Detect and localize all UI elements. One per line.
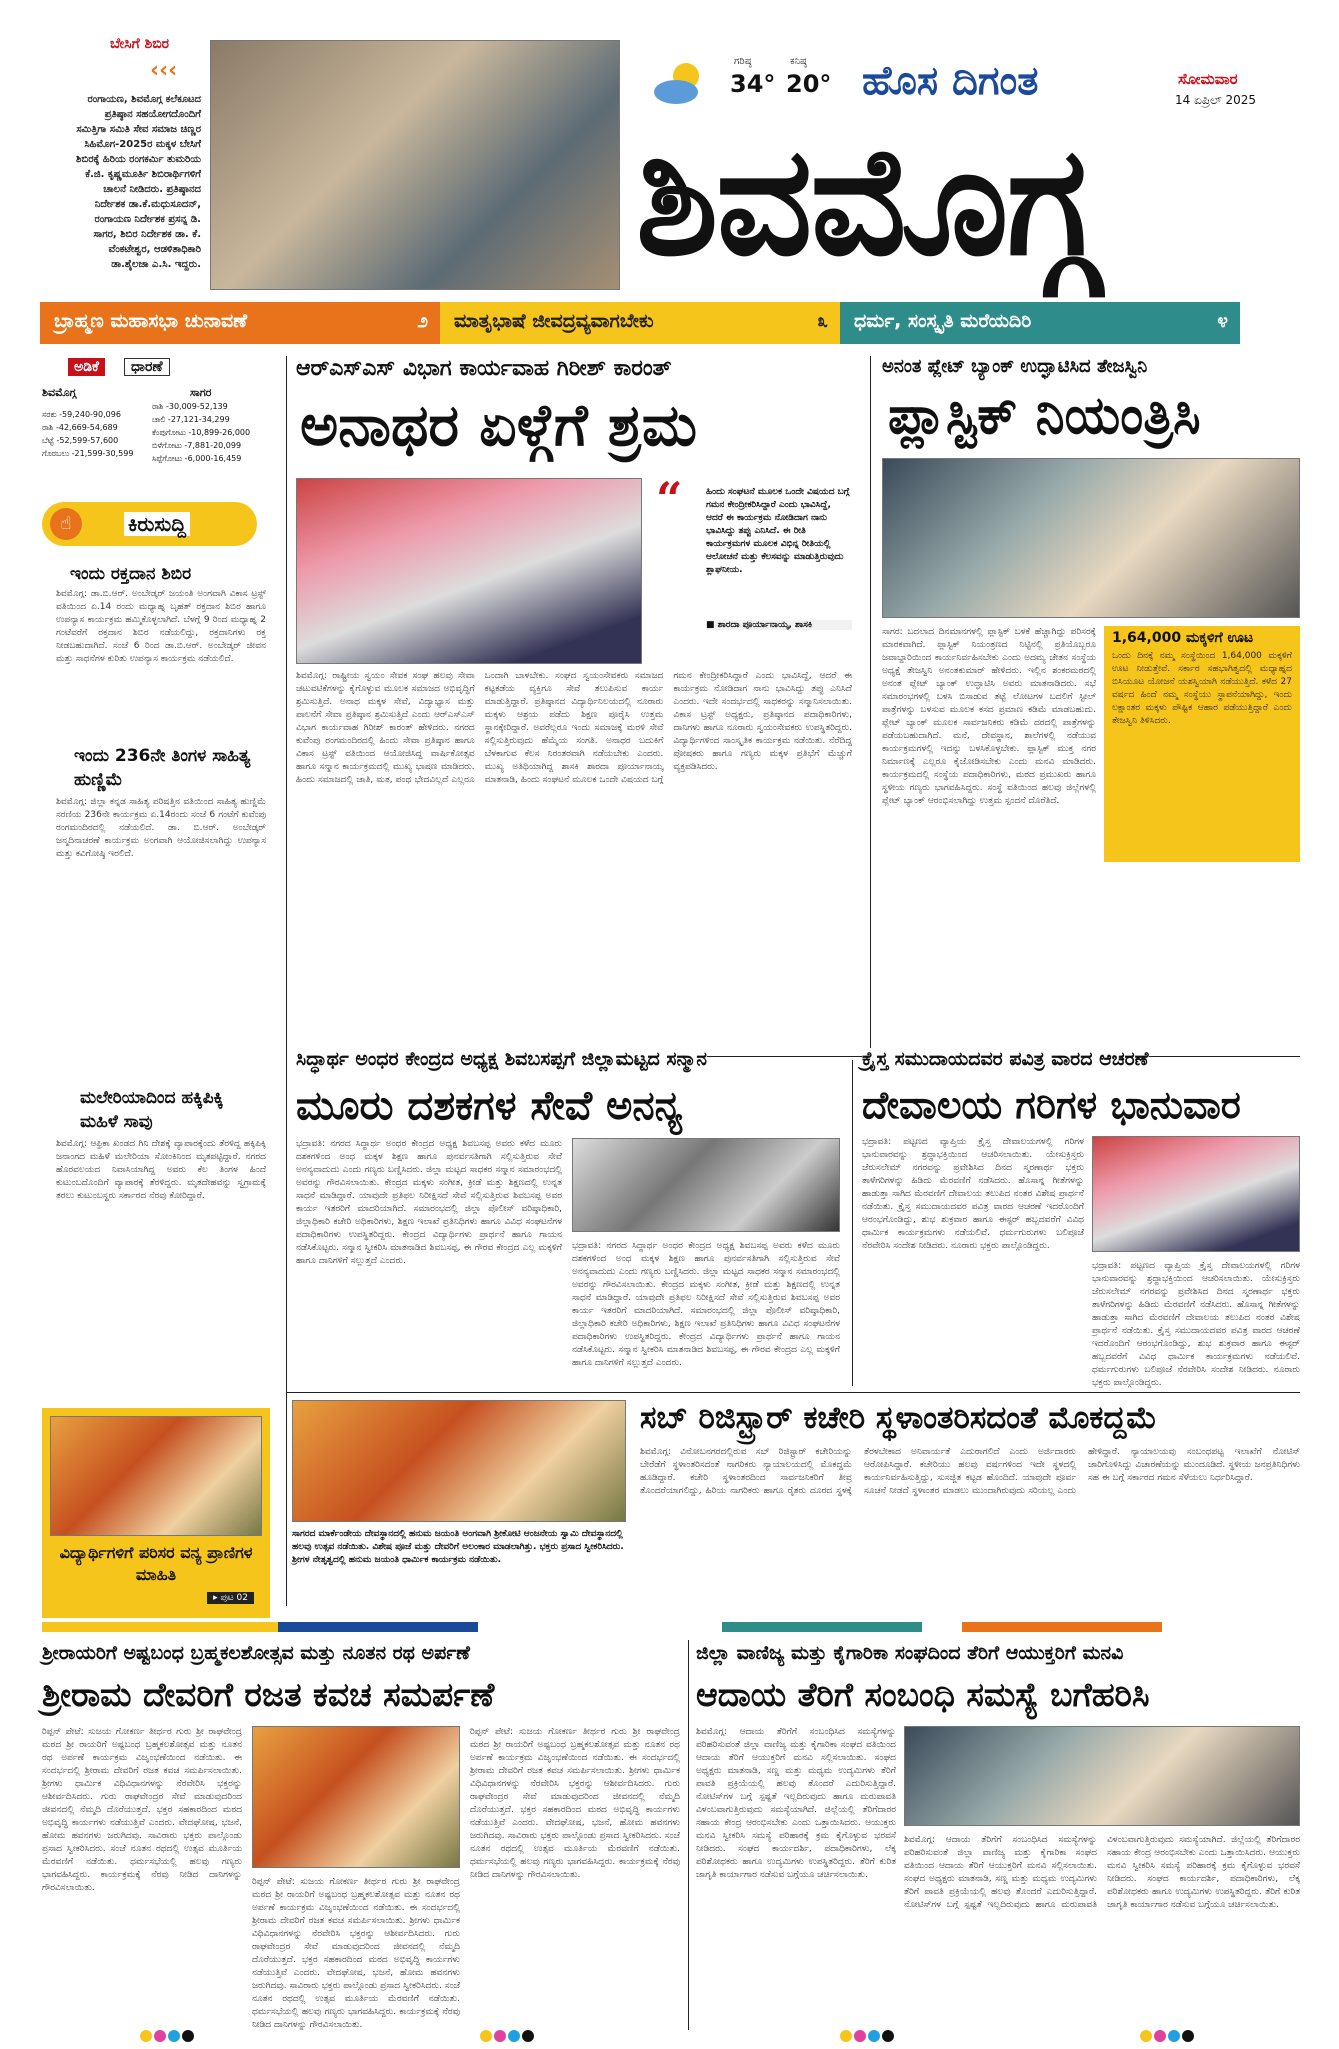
srirama-kicker: ಶ್ರೀರಾಯರಿಗೆ ಅಷ್ಟಬಂಧ ಬ್ರಹ್ಮಕಲಶೋತ್ಸವ ಮತ್ತು ನೂತನ ರಥ ಅರ್ಪಣೆ	[42, 1642, 470, 1664]
register-headline: ಸಬ್ ರಿಜಿಸ್ಟ್ರಾರ್ ಕಚೇರಿ ಸ್ಥಳಾಂತರಿಸದಂತೆ ಮೊಕದ್ದಮೆ	[640, 1400, 1157, 1436]
strip-label: ಮಾತೃಭಾಷೆ ಜೀವದ್ರವ್ಯವಾಗಬೇಕು	[454, 310, 654, 332]
strip	[40, 302, 1299, 344]
plastic-box	[1104, 626, 1300, 862]
weather-min: 20°	[786, 70, 832, 98]
plastic-body: ಸಾಗರ: ಬದಲಾದ ದಿನಮಾನಗಳಲ್ಲಿ ಪ್ಲಾಸ್ಟಿಕ್ ಬಳಕೆ ಹೆಚ್ಚಾಗಿದ್ದು ಪರಿಸರಕ್ಕೆ ಮಾರಕವಾಗಿದೆ. ಪ್ಲಾಸ್ಟಿಕ್ ನಿಯಂತ್ರಣದ ನಿಟ್ಟಿನಲ್ಲಿ ಪ್ರತಿಯೊಬ್ಬರೂ ಜವಾಬ್ದಾರಿಯಿಂದ ಕಾರ್ಯನಿರ್ವಹಿಸಬೇಕು ಎಂದು ಅದಮ್ಯ ಚೇತನ ಸಂಸ್ಥೆಯ ಅಧ್ಯಕ್ಷೆ ತೇಜಸ್ವಿನಿ ಅನಂತಕುಮಾರ್ ಹೇಳಿದರು. ಇಲ್ಲಿನ ಶಂಕರಮಠದಲ್ಲಿ ಅನಂತ ಪ್ಲೇಟ್ ಬ್ಯಾಂಕ್ ಉದ್ಘಾಟಿಸಿ ಅವರು ಮಾತನಾಡಿದರು. ಸಭೆ ಸಮಾರಂಭಗಳಲ್ಲಿ ಬಳಸಿ ಬಿಸಾಡುವ ತಟ್ಟೆ ಲೋಟಗಳ ಬದಲಿಗೆ ಸ್ಟೀಲ್ ಪಾತ್ರೆಗಳನ್ನು ಬಳಸುವ ಮೂಲಕ ಕಸದ ಪ್ರಮಾಣ ಕಡಿಮೆ ಮಾಡಬಹುದು. ಪ್ಲೇಟ್ ಬ್ಯಾಂಕ್ ಮೂಲಕ ಸಾರ್ವಜನಿಕರು ಕಡಿಮೆ ದರದಲ್ಲಿ ಪಾತ್ರೆಗಳನ್ನು ಪಡೆಯಬಹುದಾಗಿದೆ. ಮನೆ, ದೇವಸ್ಥಾನ, ಶಾಲೆಗಳಲ್ಲಿ ನಡೆಯುವ ಕಾರ್ಯಕ್ರಮಗಳಲ್ಲಿ ಇದನ್ನು ಬಳಸಿಕೊಳ್ಳಬೇಕು. ಪ್ಲಾಸ್ಟಿಕ್ ಮುಕ್ತ ನಗರ ನಿರ್ಮಾಣಕ್ಕೆ ಎಲ್ಲರೂ ಕೈಜೋಡಿಸಬೇಕು ಎಂದು ಮನವಿ ಮಾಡಿದರು. ಕಾರ್ಯಕ್ರಮದಲ್ಲಿ ಸಂಸ್ಥೆಯ ಪದಾಧಿಕಾರಿಗಳು, ಮಠದ ಪ್ರಮುಖರು ಹಾಗೂ ಸ್ಥಳೀಯ ಗಣ್ಯರು ಭಾಗವಹಿಸಿದ್ದರು. ಸಂಸ್ಥೆ ವತಿಯಿಂದ ಹಲವು ಜಿಲ್ಲೆಗಳಲ್ಲಿ ಪ್ಲೇಟ್ ಬ್ಯಾಂಕ್ ಆರಂಭಿಸಲಾಗಿದ್ದು ಉತ್ತಮ ಸ್ಪಂದನೆ ದೊರೆತಿದೆ.	[882, 627, 1096, 806]
masthead-caption: ರಂಗಾಯಣ, ಶಿವಮೊಗ್ಗ ಕಲೆಕೂಟದ ಪ್ರತಿಷ್ಠಾನ ಸಹಯೋಗದೊಂದಿಗೆ ಸಮಿತ್ತಿಗಾ ಸಮಿತಿ ಸೇವ ಸಮಾಜ ಚಿಣ್ಣರ ಸಿಹಿಮೊಗ-2025ರ ಮಕ್ಕಳ ಬೇಸಿಗೆ ಶಿಬಿರಕ್ಕೆ ಹಿರಿಯ ರಂಗಕರ್ಮಿ ತುಮರಿಯ ಕೆ.ಜಿ. ಕೃಷ್ಣಮೂರ್ತಿ ಶಿಬಿರಾರ್ಥಿಗಳಿಗೆ ಚಾಲನೆ ನೀಡಿದರು. ಪ್ರತಿಷ್ಠಾನದ ನಿರ್ದೇಶಕ ಡಾ.ಕೆ.ಮಧುಸೂದನ್, ರಂಗಾಯಣ ನಿರ್ದೇಶಕ ಪ್ರಸನ್ನ ಡಿ. ಸಾಗರ, ಶಿಬಿರ ನಿರ್ದೇಶಕ ಡಾ. ಕೆ. ವೆಂಕಟೇಶ್ವರ, ಆಡಳಿತಾಧಿಕಾರಿ ಡಾ.ಶೈಲಜಾ ಎ.ಸಿ. ಇದ್ದರು.	[76, 94, 201, 270]
registration-marks	[140, 2030, 1200, 2044]
arecanut-row: ಬೆಟ್ಟೆ -52,599-57,600	[42, 436, 119, 445]
plastic-kicker: ಅನಂತ ಪ್ಲೇಟ್ ಬ್ಯಾಂಕ್ ಉದ್ಘಾಟಿಸಿದ ತೇಜಸ್ವಿನಿ	[882, 356, 1148, 377]
weather-max-label: ಗರಿಷ್ಠ	[734, 56, 752, 67]
hanuma-photo	[292, 1400, 626, 1522]
weather-min-label: ಕನಿಷ್ಠ	[790, 56, 807, 67]
anand-body-2: ಭದ್ರಾವತಿ: ನಗರದ ಸಿದ್ಧಾರ್ಥ ಅಂಧರ ಕೇಂದ್ರದ ಅಧ್ಯಕ್ಷ ಶಿವಬಸಪ್ಪ ಅವರು ಕಳೆದ ಮೂರು ದಶಕಗಳಿಂದ ಅಂಧ ಮಕ್ಕಳ ಶಿಕ್ಷಣ ಹಾಗೂ ಪುನರ್ವಸತಿಗಾಗಿ ಸಲ್ಲಿಸುತ್ತಿರುವ ಸೇವೆ ಅನನ್ಯವಾದುದು ಎಂದು ಗಣ್ಯರು ಬಣ್ಣಿಸಿದರು. ಜಿಲ್ಲಾ ಮಟ್ಟದ ಸಾಧಕರ ಸನ್ಮಾನ ಸಮಾರಂಭದಲ್ಲಿ ಅವರನ್ನು ಗೌರವಿಸಲಾಯಿತು. ಕೇಂದ್ರದ ಮಕ್ಕಳು ಸಂಗೀತ, ಕ್ರೀಡೆ ಮತ್ತು ಶಿಕ್ಷಣದಲ್ಲಿ ಉನ್ನತ ಸಾಧನೆ ಮಾಡಿದ್ದಾರೆ. ಯಾವುದೇ ಪ್ರತಿಫಲ ನಿರೀಕ್ಷಿಸದೆ ಸೇವೆ ಸಲ್ಲಿಸುತ್ತಿರುವ ಶಿವಬಸಪ್ಪ ಅವರ ಕಾರ್ಯ ಇತರರಿಗೆ ಮಾದರಿಯಾಗಿದೆ. ಸಮಾರಂಭದಲ್ಲಿ ಜಿಲ್ಲಾ ಪೊಲೀಸ್ ವರಿಷ್ಠಾಧಿಕಾರಿ, ಜಿಲ್ಲಾಧಿಕಾರಿ ಕಚೇರಿ ಅಧಿಕಾರಿಗಳು, ಶಿಕ್ಷಣ ಇಲಾಖೆ ಪ್ರತಿನಿಧಿಗಳು ಹಾಗೂ ವಿವಿಧ ಸಂಘಟನೆಗಳ ಪದಾಧಿಕಾರಿಗಳು ಉಪಸ್ಥಿತರಿದ್ದರು. ಕೇಂದ್ರದ ವಿದ್ಯಾರ್ಥಿಗಳು ಪ್ರಾರ್ಥನೆ ಹಾಗೂ ಗಾಯನ ನಡೆಸಿಕೊಟ್ಟರು. ಸನ್ಮಾನ ಸ್ವೀಕರಿಸಿ ಮಾತನಾಡಿದ ಶಿವಬಸಪ್ಪ, ಈ ಗೌರವ ಕೇಂದ್ರದ ಎಲ್ಲ ಮಕ್ಕಳಿಗೆ ಹಾಗೂ ದಾನಿಗಳಿಗೆ ಸಲ್ಲುತ್ತದೆ ಎಂದರು.	[572, 1241, 840, 1368]
anand-photo	[572, 1138, 840, 1232]
register-body: ಶಿವಮೊಗ್ಗ: ವಿನೋಬನಗರದಲ್ಲಿರುವ ಸಬ್ ರಿಜಿಸ್ಟ್ರಾರ್ ಕಚೇರಿಯನ್ನು ಬೇರೆಡೆಗೆ ಸ್ಥಳಾಂತರಿಸದಂತೆ ನಾಗರಿಕರು ನ್ಯಾಯಾಲಯದಲ್ಲಿ ಮೊಕದ್ದಮೆ ಹೂಡಿದ್ದಾರೆ. ಕಚೇರಿ ಸ್ಥಳಾಂತರದಿಂದ ಸಾರ್ವಜನಿಕರಿಗೆ ತೀವ್ರ ತೊಂದರೆಯಾಗಲಿದ್ದು, ಹಿರಿಯ ನಾಗರಿಕರು ಹಾಗೂ ರೈತರು ದೂರದ ಸ್ಥಳಕ್ಕೆ ತೆರಳಬೇಕಾದ ಅನಿವಾರ್ಯತೆ ಎದುರಾಗಲಿದೆ ಎಂದು ಅರ್ಜಿದಾರರು ಆರೋಪಿಸಿದ್ದಾರೆ. ಕಚೇರಿಯು ಹಲವು ವರ್ಷಗಳಿಂದ ಇದೇ ಸ್ಥಳದಲ್ಲಿ ಕಾರ್ಯನಿರ್ವಹಿಸುತ್ತಿದ್ದು, ಸುಸಜ್ಜಿತ ಕಟ್ಟಡ ಹೊಂದಿದೆ. ಯಾವುದೇ ಪೂರ್ವ ಸೂಚನೆ ನೀಡದೆ ಸ್ಥಳಾಂತರ ಮಾಡಲು ಮುಂದಾಗಿರುವುದು ಸರಿಯಲ್ಲ ಎಂದು ಹೇಳಿದ್ದಾರೆ. ನ್ಯಾಯಾಲಯವು ಸಂಬಂಧಪಟ್ಟ ಇಲಾಖೆಗೆ ನೋಟಿಸ್ ಜಾರಿಗೊಳಿಸಿದ್ದು ವಿಚಾರಣೆಯನ್ನು ಮುಂದೂಡಿದೆ. ಸ್ಥಳೀಯ ಜನಪ್ರತಿನಿಧಿಗಳು ಸಹ ಈ ಬಗ್ಗೆ ಸರ್ಕಾರದ ಗಮನ ಸೆಳೆಯಲು ನಿರ್ಧರಿಸಿದ್ದಾರೆ.	[640, 1447, 1300, 1496]
arecanut-row: ಗೊರಬಲು -21,599-30,599	[42, 449, 134, 458]
students-photo	[50, 1416, 262, 1536]
divider	[852, 1060, 853, 1386]
plastic-photo	[882, 458, 1300, 618]
tax-kicker: ಜಿಲ್ಲಾ ವಾಣಿಜ್ಯ ಮತ್ತು ಕೈಗಾರಿಕಾ ಸಂಘದಿಂದ ತೆರಿಗೆ ಆಯುಕ್ತರಿಗೆ ಮನವಿ	[696, 1642, 1124, 1664]
plastic-box-title: 1,64,000 ಮಕ್ಕಳಿಗೆ ಊಟ	[1112, 630, 1254, 646]
arecanut-city2: ಸಾಗರ	[190, 386, 212, 399]
srirama-headline: ಶ್ರೀರಾಮ ದೇವರಿಗೆ ರಜತ ಕವಚ ಸಮರ್ಪಣೆ	[42, 1675, 495, 1714]
hanuma-caption: ಸಾಗರದ ಮಾರ್ಕೆಂಡೇಯ ದೇವಸ್ಥಾನದಲ್ಲಿ ಹನುಮ ಜಯಂತಿ ಅಂಗವಾಗಿ ಶ್ರೀಕೋಟಿ ಆಂಜನೇಯ ಸ್ವಾಮಿ ದೇವಸ್ಥಾನದಲ್ಲಿ ಹಲವು ಉತ್ಸವ ನಡೆಯಿತು. ವಿಶೇಷ ಪೂಜೆ ಮತ್ತು ದೇವರಿಗೆ ಅಲಂಕಾರ ಮಾಡಲಾಗಿತ್ತು. ಭಕ್ತರು ಪ್ರಸಾದ ಸ್ವೀಕರಿಸಿದರು. ಶ್ರೀಗಳ ನೇತೃತ್ವದಲ್ಲಿ ಹನುಮ ಜಯಂತಿ ಧಾರ್ಮಿಕ ಕಾರ್ಯಕ್ರಮ ನಡೆಯಿತು.	[292, 1529, 624, 1565]
arecanut-row: ಸಿಪ್ಪೆಗೋಟು -6,000-16,459	[152, 454, 242, 463]
lead-quote-by: ■ ಶಾರದಾ ಪೂರ್ಯಾನಾಯ್ಕ, ಶಾಸಕಿ	[706, 620, 852, 630]
srirama-body: ರಿಪ್ಪನ್ ಪೇಟೆ: ಸುಜಯ ಗೋಕರ್ಣ ತೀರ್ಥರ ಗುರು ಶ್ರೀ ರಾಘವೇಂದ್ರ ಮಠದ ಶ್ರೀ ರಾಯರಿಗೆ ಅಷ್ಟಬಂಧ ಬ್ರಹ್ಮಕಲಶೋತ್ಸವ ಮತ್ತು ನೂತನ ರಥ ಅರ್ಪಣೆ ಕಾರ್ಯಕ್ರಮ ವಿಜೃಂಭಣೆಯಿಂದ ನಡೆಯಿತು. ಈ ಸಂದರ್ಭದಲ್ಲಿ ಶ್ರೀರಾಮ ದೇವರಿಗೆ ರಜತ ಕವಚ ಸಮರ್ಪಿಸಲಾಯಿತು. ಶ್ರೀಗಳು ಧಾರ್ಮಿಕ ವಿಧಿವಿಧಾನಗಳನ್ನು ನೆರವೇರಿಸಿ ಭಕ್ತರನ್ನು ಆಶೀರ್ವದಿಸಿದರು. ಗುರು ರಾಘವೇಂದ್ರರ ಸೇವೆ ಮಾಡುವುದರಿಂದ ಜೀವನದಲ್ಲಿ ನೆಮ್ಮದಿ ದೊರೆಯುತ್ತದೆ. ಭಕ್ತರ ಸಹಕಾರದಿಂದ ಮಠದ ಅಭಿವೃದ್ಧಿ ಕಾರ್ಯಗಳು ನಡೆಯುತ್ತಿವೆ ಎಂದರು. ವೇದಘೋಷ, ಭಜನೆ, ಹೋಮ ಹವನಗಳು ಜರುಗಿದವು. ಸಾವಿರಾರು ಭಕ್ತರು ಪಾಲ್ಗೊಂಡು ಪ್ರಸಾದ ಸ್ವೀಕರಿಸಿದರು. ಸಂಜೆ ನೂತನ ರಥದಲ್ಲಿ ಉತ್ಸವ ಮೂರ್ತಿಯ ಮೆರವಣಿಗೆ ನಡೆಯಿತು. ಧರ್ಮಸಭೆಯಲ್ಲಿ ಹಲವು ಗಣ್ಯರು ಭಾಗವಹಿಸಿದ್ದರು. ಕಾರ್ಯಕ್ರಮಕ್ಕೆ ನೆರವು ನೀಡಿದ ದಾನಿಗಳನ್ನು ಗೌರವಿಸಲಾಯಿತು.	[42, 1727, 242, 1893]
city-title: ಶಿವಮೊಗ್ಗ	[636, 115, 1095, 289]
arecanut-row: ರಾಶಿ -30,009-52,139	[152, 402, 228, 411]
color-band	[42, 1622, 1300, 1632]
lead-photo	[296, 478, 642, 664]
students-caption: ವಿದ್ಯಾರ್ಥಿಗಳಿಗೆ ಪರಿಸರ ವನ್ಯ ಪ್ರಾಣಿಗಳ ಮಾಹಿತಿ	[59, 1543, 253, 1584]
tax-body-2: ಶಿವಮೊಗ್ಗ: ಆದಾಯ ತೆರಿಗೆಗೆ ಸಂಬಂಧಿಸಿದ ಸಮಸ್ಯೆಗಳನ್ನು ಪರಿಹರಿಸುವಂತೆ ಜಿಲ್ಲಾ ವಾಣಿಜ್ಯ ಮತ್ತು ಕೈಗಾರಿಕಾ ಸಂಘದ ವತಿಯಿಂದ ಆದಾಯ ತೆರಿಗೆ ಆಯುಕ್ತರಿಗೆ ಮನವಿ ಸಲ್ಲಿಸಲಾಯಿತು. ಸಂಘದ ಅಧ್ಯಕ್ಷರು ಮಾತನಾಡಿ, ಸಣ್ಣ ಮತ್ತು ಮಧ್ಯಮ ಉದ್ಯಮಿಗಳು ತೆರಿಗೆ ಪಾವತಿ ಪ್ರಕ್ರಿಯೆಯಲ್ಲಿ ಹಲವು ತೊಂದರೆ ಎದುರಿಸುತ್ತಿದ್ದಾರೆ. ನೋಟಿಸ್‌ಗಳ ಬಗ್ಗೆ ಸ್ಪಷ್ಟತೆ ಇಲ್ಲದಿರುವುದು ಹಾಗೂ ಮರುಪಾವತಿ ವಿಳಂಬವಾಗುತ್ತಿರುವುದು ಸಮಸ್ಯೆಯಾಗಿದೆ. ಜಿಲ್ಲೆಯಲ್ಲಿ ತೆರಿಗೆದಾರರ ಸಹಾಯ ಕೇಂದ್ರ ಆರಂಭಿಸಬೇಕು ಎಂದು ಒತ್ತಾಯಿಸಿದರು. ಆಯುಕ್ತರು ಮನವಿ ಸ್ವೀಕರಿಸಿ ಸಮಸ್ಯೆ ಪರಿಹಾರಕ್ಕೆ ಕ್ರಮ ಕೈಗೊಳ್ಳುವ ಭರವಸೆ ನೀಡಿದರು. ಸಂಘದ ಕಾರ್ಯದರ್ಶಿ, ಪದಾಧಿಕಾರಿಗಳು, ಲೆಕ್ಕ ಪರಿಶೋಧಕರು ಹಾಗೂ ಉದ್ಯಮಿಗಳು ಉಪಸ್ಥಿತರಿದ್ದರು. ತೆರಿಗೆ ಕುರಿತ ಜಾಗೃತಿ ಕಾರ್ಯಾಗಾರ ನಡೆಸುವ ಬಗ್ಗೆಯೂ ಚರ್ಚಿಸಲಾಯಿತು.	[904, 1835, 1300, 1910]
church-photo	[1092, 1136, 1300, 1252]
arecanut-row: ಚಾಲಿ -27,121-34,299	[152, 415, 230, 424]
kiru-title: ಇಂದು 236ನೇ ತಿಂಗಳ ಸಾಹಿತ್ಯ ಹುಣ್ಣಿಮೆ	[74, 746, 251, 790]
srirama-photo	[252, 1726, 460, 1868]
anand-headline: ಮೂರು ದಶಕಗಳ ಸೇವೆ ಅನನ್ಯ	[296, 1083, 683, 1129]
plastic-headline: ಪ್ಲಾಸ್ಟಿಕ್ ನಿಯಂತ್ರಿಸಿ	[888, 386, 1201, 446]
divider	[286, 356, 287, 1606]
strip-item[interactable]	[440, 302, 840, 344]
kiru-badge	[42, 502, 257, 546]
students-ref: ▸ ಪುಟ 02	[207, 1592, 254, 1604]
tax-headline: ಆದಾಯ ತೆರಿಗೆ ಸಂಬಂಧಿ ಸಮಸ್ಯೆ ಬಗೆಹರಿಸಿ	[696, 1675, 1150, 1714]
quote-icon: “	[656, 472, 683, 526]
lead-quote-box	[652, 472, 852, 648]
arecanut-title-a: ಅಡಿಕೆ	[68, 358, 105, 376]
srirama-body-3: ರಿಪ್ಪನ್ ಪೇಟೆ: ಸುಜಯ ಗೋಕರ್ಣ ತೀರ್ಥರ ಗುರು ಶ್ರೀ ರಾಘವೇಂದ್ರ ಮಠದ ಶ್ರೀ ರಾಯರಿಗೆ ಅಷ್ಟಬಂಧ ಬ್ರಹ್ಮಕಲಶೋತ್ಸವ ಮತ್ತು ನೂತನ ರಥ ಅರ್ಪಣೆ ಕಾರ್ಯಕ್ರಮ ವಿಜೃಂಭಣೆಯಿಂದ ನಡೆಯಿತು. ಈ ಸಂದರ್ಭದಲ್ಲಿ ಶ್ರೀರಾಮ ದೇವರಿಗೆ ರಜತ ಕವಚ ಸಮರ್ಪಿಸಲಾಯಿತು. ಶ್ರೀಗಳು ಧಾರ್ಮಿಕ ವಿಧಿವಿಧಾನಗಳನ್ನು ನೆರವೇರಿಸಿ ಭಕ್ತರನ್ನು ಆಶೀರ್ವದಿಸಿದರು. ಗುರು ರಾಘವೇಂದ್ರರ ಸೇವೆ ಮಾಡುವುದರಿಂದ ಜೀವನದಲ್ಲಿ ನೆಮ್ಮದಿ ದೊರೆಯುತ್ತದೆ. ಭಕ್ತರ ಸಹಕಾರದಿಂದ ಮಠದ ಅಭಿವೃದ್ಧಿ ಕಾರ್ಯಗಳು ನಡೆಯುತ್ತಿವೆ ಎಂದರು. ವೇದಘೋಷ, ಭಜನೆ, ಹೋಮ ಹವನಗಳು ಜರುಗಿದವು. ಸಾವಿರಾರು ಭಕ್ತರು ಪಾಲ್ಗೊಂಡು ಪ್ರಸಾದ ಸ್ವೀಕರಿಸಿದರು. ಸಂಜೆ ನೂತನ ರಥದಲ್ಲಿ ಉತ್ಸವ ಮೂರ್ತಿಯ ಮೆರವಣಿಗೆ ನಡೆಯಿತು. ಧರ್ಮಸಭೆಯಲ್ಲಿ ಹಲವು ಗಣ್ಯರು ಭಾಗವಹಿಸಿದ್ದರು. ಕಾರ್ಯಕ್ರಮಕ್ಕೆ ನೆರವು ನೀಡಿದ ದಾನಿಗಳನ್ನು ಗೌರವಿಸಲಾಯಿತು.	[470, 1727, 680, 1880]
weather-icon	[650, 58, 710, 108]
srirama-body-2: ರಿಪ್ಪನ್ ಪೇಟೆ: ಸುಜಯ ಗೋಕರ್ಣ ತೀರ್ಥರ ಗುರು ಶ್ರೀ ರಾಘವೇಂದ್ರ ಮಠದ ಶ್ರೀ ರಾಯರಿಗೆ ಅಷ್ಟಬಂಧ ಬ್ರಹ್ಮಕಲಶೋತ್ಸವ ಮತ್ತು ನೂತನ ರಥ ಅರ್ಪಣೆ ಕಾರ್ಯಕ್ರಮ ವಿಜೃಂಭಣೆಯಿಂದ ನಡೆಯಿತು. ಈ ಸಂದರ್ಭದಲ್ಲಿ ಶ್ರೀರಾಮ ದೇವರಿಗೆ ರಜತ ಕವಚ ಸಮರ್ಪಿಸಲಾಯಿತು. ಶ್ರೀಗಳು ಧಾರ್ಮಿಕ ವಿಧಿವಿಧಾನಗಳನ್ನು ನೆರವೇರಿಸಿ ಭಕ್ತರನ್ನು ಆಶೀರ್ವದಿಸಿದರು. ಗುರು ರಾಘವೇಂದ್ರರ ಸೇವೆ ಮಾಡುವುದರಿಂದ ಜೀವನದಲ್ಲಿ ನೆಮ್ಮದಿ ದೊರೆಯುತ್ತದೆ. ಭಕ್ತರ ಸಹಕಾರದಿಂದ ಮಠದ ಅಭಿವೃದ್ಧಿ ಕಾರ್ಯಗಳು ನಡೆಯುತ್ತಿವೆ ಎಂದರು. ವೇದಘೋಷ, ಭಜನೆ, ಹೋಮ ಹವನಗಳು ಜರುಗಿದವು. ಸಾವಿರಾರು ಭಕ್ತರು ಪಾಲ್ಗೊಂಡು ಪ್ರಸಾದ ಸ್ವೀಕರಿಸಿದರು. ಸಂಜೆ ನೂತನ ರಥದಲ್ಲಿ ಉತ್ಸವ ಮೂರ್ತಿಯ ಮೆರವಣಿಗೆ ನಡೆಯಿತು. ಧರ್ಮಸಭೆಯಲ್ಲಿ ಹಲವು ಗಣ್ಯರು ಭಾಗವಹಿಸಿದ್ದರು. ಕಾರ್ಯಕ್ರಮಕ್ಕೆ ನೆರವು ನೀಡಿದ ದಾನಿಗಳನ್ನು ಗೌರವಿಸಲಾಯಿತು.	[252, 1877, 460, 2030]
arecanut-row: ರಾಶಿ -42,669-54,689	[42, 423, 118, 432]
masthead-photo	[210, 40, 620, 290]
arecanut-row: ಬಿಳೆಗೋಟು -7,881-20,099	[152, 441, 242, 450]
anand-body: ಭದ್ರಾವತಿ: ನಗರದ ಸಿದ್ಧಾರ್ಥ ಅಂಧರ ಕೇಂದ್ರದ ಅಧ್ಯಕ್ಷ ಶಿವಬಸಪ್ಪ ಅವರು ಕಳೆದ ಮೂರು ದಶಕಗಳಿಂದ ಅಂಧ ಮಕ್ಕಳ ಶಿಕ್ಷಣ ಹಾಗೂ ಪುನರ್ವಸತಿಗಾಗಿ ಸಲ್ಲಿಸುತ್ತಿರುವ ಸೇವೆ ಅನನ್ಯವಾದುದು ಎಂದು ಗಣ್ಯರು ಬಣ್ಣಿಸಿದರು. ಜಿಲ್ಲಾ ಮಟ್ಟದ ಸಾಧಕರ ಸನ್ಮಾನ ಸಮಾರಂಭದಲ್ಲಿ ಅವರನ್ನು ಗೌರವಿಸಲಾಯಿತು. ಕೇಂದ್ರದ ಮಕ್ಕಳು ಸಂಗೀತ, ಕ್ರೀಡೆ ಮತ್ತು ಶಿಕ್ಷಣದಲ್ಲಿ ಉನ್ನತ ಸಾಧನೆ ಮಾಡಿದ್ದಾರೆ. ಯಾವುದೇ ಪ್ರತಿಫಲ ನಿರೀಕ್ಷಿಸದೆ ಸೇವೆ ಸಲ್ಲಿಸುತ್ತಿರುವ ಶಿವಬಸಪ್ಪ ಅವರ ಕಾರ್ಯ ಇತರರಿಗೆ ಮಾದರಿಯಾಗಿದೆ. ಸಮಾರಂಭದಲ್ಲಿ ಜಿಲ್ಲಾ ಪೊಲೀಸ್ ವರಿಷ್ಠಾಧಿಕಾರಿ, ಜಿಲ್ಲಾಧಿಕಾರಿ ಕಚೇರಿ ಅಧಿಕಾರಿಗಳು, ಶಿಕ್ಷಣ ಇಲಾಖೆ ಪ್ರತಿನಿಧಿಗಳು ಹಾಗೂ ವಿವಿಧ ಸಂಘಟನೆಗಳ ಪದಾಧಿಕಾರಿಗಳು ಉಪಸ್ಥಿತರಿದ್ದರು. ಕೇಂದ್ರದ ವಿದ್ಯಾರ್ಥಿಗಳು ಪ್ರಾರ್ಥನೆ ಹಾಗೂ ಗಾಯನ ನಡೆಸಿಕೊಟ್ಟರು. ಸನ್ಮಾನ ಸ್ವೀಕರಿಸಿ ಮಾತನಾಡಿದ ಶಿವಬಸಪ್ಪ, ಈ ಗೌರವ ಕೇಂದ್ರದ ಎಲ್ಲ ಮಕ್ಕಳಿಗೆ ಹಾಗೂ ದಾನಿಗಳಿಗೆ ಸಲ್ಲುತ್ತದೆ ಎಂದರು.	[296, 1139, 562, 1266]
corner-tag: ಬೇಸಿಗೆ ಶಿಬಿರ	[110, 36, 170, 52]
arecanut-row: ಕೆಂಪುಗೋಟು -10,899-26,000	[152, 428, 251, 437]
strip-label: ಬ್ರಾಹ್ಮಣ ಮಹಾಸಭಾ ಚುನಾವಣೆ	[54, 310, 248, 332]
arecanut-title-b: ಧಾರಣೆ	[124, 358, 170, 376]
strip-item[interactable]	[840, 302, 1240, 344]
kiru-label: ಕಿರುಸುದ್ದಿ	[124, 512, 190, 536]
lead-headline: ಅನಾಥರ ಏಳ್ಗೆಗೆ ಶ್ರಮ	[300, 391, 698, 459]
kiru-title: ಮಲೇರಿಯಾದಿಂದ ಹಕ್ಕಿಪಿಕ್ಕಿ ಮಹಿಳೆ ಸಾವು	[80, 1088, 224, 1132]
divider	[870, 356, 871, 1056]
kiru-body: ಶಿವಮೊಗ್ಗ: ಆಫ್ರಿಕಾ ಖಂಡದ ಗಿನಿ ದೇಶಕ್ಕೆ ವ್ಯಾಪಾರಕ್ಕೆಂದು ತೆರಳಿದ್ದ ಹಕ್ಕಿಪಿಕ್ಕಿ ಜನಾಂಗದ ಮಹಿಳೆ ಮಲೇರಿಯಾ ಸೋಂಕಿನಿಂದ ಮೃತಪಟ್ಟಿದ್ದಾರೆ. ನಗರದ ಹೊರವಲಯದ ನಿವಾಸಿಯಾಗಿದ್ದ ಅವರು ಕೆಲ ತಿಂಗಳ ಹಿಂದೆ ಕುಟುಂಬದೊಂದಿಗೆ ವ್ಯಾಪಾರಕ್ಕೆ ತೆರಳಿದ್ದರು. ಮೃತದೇಹವನ್ನು ಸ್ವಗ್ರಾಮಕ್ಕೆ ತರಲು ಕುಟುಂಬಸ್ಥರು ಸರ್ಕಾರದ ನೆರವು ಕೋರಿದ್ದಾರೆ.	[56, 1139, 266, 1201]
chevrons-icon: ‹‹‹	[150, 58, 178, 83]
arecanut-box	[42, 356, 282, 488]
lead-body: ಶಿವಮೊಗ್ಗ: ರಾಷ್ಟ್ರೀಯ ಸ್ವಯಂ ಸೇವಕ ಸಂಘ ಹಲವು ಸೇವಾ ಚಟುವಟಿಕೆಗಳನ್ನು ಕೈಗೊಳ್ಳುವ ಮೂಲಕ ಸಮಾಜದ ಅಭಿವೃದ್ಧಿಗೆ ಶ್ರಮಿಸುತ್ತಿದೆ. ಅನಾಥ ಮಕ್ಕಳ ಸೇವೆ, ವಿದ್ಯಾಭ್ಯಾಸ ಮತ್ತು ಪಾಲನೆಗೆ ಸೇವಾ ಪ್ರತಿಷ್ಠಾನ ಶ್ರಮಿಸುತ್ತಿದೆ ಎಂದು ಆರ್‌ಎಸ್‌ಎಸ್ ವಿಭಾಗ ಕಾರ್ಯವಾಹ ಗಿರೀಶ್ ಕಾರಂತ್ ಹೇಳಿದರು. ನಗರದ ಕುವೆಂಪು ರಂಗಮಂದಿರದಲ್ಲಿ ಹಿಂದು ಸೇವಾ ಪ್ರತಿಷ್ಠಾನ ಹಾಗೂ ವಿಕಾಸ ಟ್ರಸ್ಟ್ ವತಿಯಿಂದ ಆಯೋಜಿಸಿದ್ದ ವಾರ್ಷಿಕೋತ್ಸವ ಹಾಗೂ ಸನ್ಮಾನ ಕಾರ್ಯಕ್ರಮದಲ್ಲಿ ಮುಖ್ಯ ಭಾಷಣ ಮಾಡಿದರು. ಹಿಂದು ಸಮಾಜದಲ್ಲಿ ಜಾತಿ, ಮತ, ಪಂಥ ಭೇದವಿಲ್ಲದೆ ಎಲ್ಲರೂ ಒಂದಾಗಿ ಬಾಳಬೇಕು. ಸಂಘದ ಸ್ವಯಂಸೇವಕರು ಸಮಾಜದ ಕಟ್ಟಕಡೆಯ ವ್ಯಕ್ತಿಗೂ ಸೇವೆ ತಲುಪಿಸುವ ಕಾರ್ಯ ಮಾಡುತ್ತಿದ್ದಾರೆ. ಪ್ರತಿಷ್ಠಾನದ ವಿದ್ಯಾರ್ಥಿನಿಲಯದಲ್ಲಿ ನೂರಾರು ಮಕ್ಕಳು ಆಶ್ರಯ ಪಡೆದು ಶಿಕ್ಷಣ ಪೂರೈಸಿ ಉತ್ತಮ ಸ್ಥಾನಕ್ಕೇರಿದ್ದಾರೆ. ಅವರೆಲ್ಲರೂ ಇಂದು ಸಮಾಜಕ್ಕೆ ಮರಳಿ ಸೇವೆ ಸಲ್ಲಿಸುತ್ತಿರುವುದು ಹೆಮ್ಮೆಯ ಸಂಗತಿ. ಅನಾಥರ ಬದುಕಿಗೆ ಬೆಳಕಾಗುವ ಕೆಲಸ ನಿರಂತರವಾಗಿ ನಡೆಯಬೇಕು ಎಂದರು. ಮುಖ್ಯ ಅತಿಥಿಯಾಗಿದ್ದ ಶಾಸಕಿ ಶಾರದಾ ಪೂರ್ಯಾನಾಯ್ಕ ಮಾತನಾಡಿ, ಹಿಂದು ಸಂಘಟನೆ ಮೂಲಕ ಒಂದೇ ವಿಷಯದ ಬಗ್ಗೆ ಗಮನ ಕೇಂದ್ರೀಕರಿಸಿದ್ದಾರೆ ಎಂದು ಭಾವಿಸಿದ್ದೆ, ಆದರೆ ಈ ಕಾರ್ಯಕ್ರಮ ನೋಡಿದಾಗ ನಾನು ಭಾವಿಸಿದ್ದು ತಪ್ಪು ಎನಿಸಿದೆ ಎಂದರು. ಇದೇ ಸಂದರ್ಭದಲ್ಲಿ ಸಾಧಕರನ್ನು ಸನ್ಮಾನಿಸಲಾಯಿತು. ವಿಕಾಸ ಟ್ರಸ್ಟ್ ಅಧ್ಯಕ್ಷರು, ಪ್ರತಿಷ್ಠಾನದ ಪದಾಧಿಕಾರಿಗಳು, ದಾನಿಗಳು ಹಾಗೂ ನೂರಾರು ಸ್ವಯಂಸೇವಕರು ಉಪಸ್ಥಿತರಿದ್ದರು. ವಿದ್ಯಾರ್ಥಿಗಳಿಂದ ಸಾಂಸ್ಕೃತಿಕ ಕಾರ್ಯಕ್ರಮ ನಡೆಯಿತು. ನೆರೆದಿದ್ದ ಪೋಷಕರು ಹಾಗೂ ಗಣ್ಯರು ಮಕ್ಕಳ ಪ್ರತಿಭೆಗೆ ಮೆಚ್ಚುಗೆ ವ್ಯಕ್ತಪಡಿಸಿದರು.	[296, 671, 852, 785]
kiru-body: ಶಿವಮೊಗ್ಗ: ಜಿಲ್ಲಾ ಕನ್ನಡ ಸಾಹಿತ್ಯ ಪರಿಷತ್ತಿನ ವತಿಯಿಂದ ಸಾಹಿತ್ಯ ಹುಣ್ಣಿಮೆ ಸರಣಿಯ 236ನೇ ಕಾರ್ಯಕ್ರಮ ಏ.14ರಂದು ಸಂಜೆ 6 ಗಂಟೆಗೆ ಕುವೆಂಪು ರಂಗಮಂದಿರದಲ್ಲಿ ನಡೆಯಲಿದೆ. ಡಾ. ಬಿ.ಆರ್. ಅಂಬೇಡ್ಕರ್ ಜನ್ಮದಿನಾಚರಣೆ ಕಾರ್ಯಕ್ರಮ ಅಂಗವಾಗಿ ಆಯೋಜಿಸಲಾಗಿದ್ದು ಉಪನ್ಯಾಸ ಮತ್ತು ಕವಿಗೋಷ್ಠಿ ಇರಲಿದೆ.	[56, 797, 266, 859]
day-label: ಸೋಮವಾರ	[1178, 70, 1238, 88]
date-label: 14 ಏಪ್ರಿಲ್ 2025	[1175, 93, 1257, 107]
weather-max: 34°	[730, 70, 776, 98]
lead-quote: ಹಿಂದು ಸಂಘಟನೆ ಮೂಲಕ ಒಂದೇ ವಿಷಯದ ಬಗ್ಗೆ ಗಮನ ಕೇಂದ್ರೀಕರಿಸಿದ್ದಾರೆ ಎಂದು ಭಾವಿಸಿದ್ದೆ, ಆದರೆ ಈ ಕಾರ್ಯಕ್ರಮ ನೋಡಿದಾಗ ನಾನು ಭಾವಿಸಿದ್ದು ತಪ್ಪು ಎನಿಸಿದೆ. ಈ ರೀತಿ ಕಾರ್ಯಕ್ರಮಗಳ ಮೂಲಕ ವಿಭಿನ್ನ ರೀತಿಯಲ್ಲಿ ಆಲೋಚನೆ ಮತ್ತು ಕೆಲಸವನ್ನು ಮಾಡುತ್ತಿರುವುದು ಶ್ಲಾಘನೀಯ.	[706, 487, 850, 575]
strip-page: ೨	[417, 310, 428, 332]
plastic-box-body: ಒಂದು ದಿನಕ್ಕೆ ನಮ್ಮ ಸಂಸ್ಥೆಯಿಂದ 1,64,000 ಮಕ್ಕಳಿಗೆ ಊಟ ನೀಡುತ್ತೇವೆ. ಸರ್ಕಾರ ಸಹಭಾಗಿತ್ವದಲ್ಲಿ ಮಧ್ಯಾಹ್ನದ ಬಿಸಿಯೂಟ ಯೋಜನೆ ಯಶಸ್ವಿಯಾಗಿ ನಡೆಯುತ್ತಿದೆ. ಕಳೆದ 27 ವರ್ಷದ ಹಿಂದೆ ನಮ್ಮ ಸಂಸ್ಥೆಯು ಸ್ಥಾಪನೆಯಾಗಿದ್ದು, ಇಂದು ಲಕ್ಷಾಂತರ ಮಕ್ಕಳು ಪೌಷ್ಟಿಕ ಆಹಾರ ಪಡೆಯುತ್ತಿದ್ದಾರೆ ಎಂದು ತೇಜಸ್ವಿನಿ ತಿಳಿಸಿದರು.	[1112, 651, 1292, 726]
brand-logo: ಹೊಸ ದಿಗಂತ	[862, 58, 1039, 104]
divider	[688, 1640, 689, 2030]
anand-kicker: ಸಿದ್ಧಾರ್ಥ ಅಂಧರ ಕೇಂದ್ರದ ಅಧ್ಯಕ್ಷ ಶಿವಬಸಪ್ಪಗೆ ಜಿಲ್ಲಾಮಟ್ಟದ ಸನ್ಮಾನ	[296, 1048, 707, 1070]
strip-page: ೪	[1217, 310, 1228, 332]
tax-body: ಶಿವಮೊಗ್ಗ: ಆದಾಯ ತೆರಿಗೆಗೆ ಸಂಬಂಧಿಸಿದ ಸಮಸ್ಯೆಗಳನ್ನು ಪರಿಹರಿಸುವಂತೆ ಜಿಲ್ಲಾ ವಾಣಿಜ್ಯ ಮತ್ತು ಕೈಗಾರಿಕಾ ಸಂಘದ ವತಿಯಿಂದ ಆದಾಯ ತೆರಿಗೆ ಆಯುಕ್ತರಿಗೆ ಮನವಿ ಸಲ್ಲಿಸಲಾಯಿತು. ಸಂಘದ ಅಧ್ಯಕ್ಷರು ಮಾತನಾಡಿ, ಸಣ್ಣ ಮತ್ತು ಮಧ್ಯಮ ಉದ್ಯಮಿಗಳು ತೆರಿಗೆ ಪಾವತಿ ಪ್ರಕ್ರಿಯೆಯಲ್ಲಿ ಹಲವು ತೊಂದರೆ ಎದುರಿಸುತ್ತಿದ್ದಾರೆ. ನೋಟಿಸ್‌ಗಳ ಬಗ್ಗೆ ಸ್ಪಷ್ಟತೆ ಇಲ್ಲದಿರುವುದು ಹಾಗೂ ಮರುಪಾವತಿ ವಿಳಂಬವಾಗುತ್ತಿರುವುದು ಸಮಸ್ಯೆಯಾಗಿದೆ. ಜಿಲ್ಲೆಯಲ್ಲಿ ತೆರಿಗೆದಾರರ ಸಹಾಯ ಕೇಂದ್ರ ಆರಂಭಿಸಬೇಕು ಎಂದು ಒತ್ತಾಯಿಸಿದರು. ಆಯುಕ್ತರು ಮನವಿ ಸ್ವೀಕರಿಸಿ ಸಮಸ್ಯೆ ಪರಿಹಾರಕ್ಕೆ ಕ್ರಮ ಕೈಗೊಳ್ಳುವ ಭರವಸೆ ನೀಡಿದರು. ಸಂಘದ ಕಾರ್ಯದರ್ಶಿ, ಪದಾಧಿಕಾರಿಗಳು, ಲೆಕ್ಕ ಪರಿಶೋಧಕರು ಹಾಗೂ ಉದ್ಯಮಿಗಳು ಉಪಸ್ಥಿತರಿದ್ದರು. ತೆರಿಗೆ ಕುರಿತ ಜಾಗೃತಿ ಕಾರ್ಯಾಗಾರ ನಡೆಸುವ ಬಗ್ಗೆಯೂ ಚರ್ಚಿಸಲಾಯಿತು.	[696, 1727, 896, 1880]
strip-page: ೩	[817, 310, 828, 332]
church-body: ಭದ್ರಾವತಿ: ಪಟ್ಟಣದ ವ್ಯಾಪ್ತಿಯ ಕ್ರೈಸ್ತ ದೇವಾಲಯಗಳಲ್ಲಿ ಗರಿಗಳ ಭಾನುವಾರವನ್ನು ಶ್ರದ್ಧಾಭಕ್ತಿಯಿಂದ ಆಚರಿಸಲಾಯಿತು. ಯೇಸುಕ್ರಿಸ್ತರು ಜೆರುಸಲೇಮ್ ನಗರವನ್ನು ಪ್ರವೇಶಿಸಿದ ದಿನದ ಸ್ಮರಣಾರ್ಥ ಭಕ್ತರು ತಾಳೆಗರಿಗಳನ್ನು ಹಿಡಿದು ಮೆರವಣಿಗೆ ನಡೆಸಿದರು. ಹೊಸಾನ್ನ ಗೀತೆಗಳನ್ನು ಹಾಡುತ್ತಾ ಸಾಗಿದ ಮೆರವಣಿಗೆ ದೇವಾಲಯ ತಲುಪಿದ ನಂತರ ವಿಶೇಷ ಪ್ರಾರ್ಥನೆ ನಡೆಯಿತು. ಕ್ರೈಸ್ತ ಸಮುದಾಯದವರ ಪವಿತ್ರ ವಾರದ ಆಚರಣೆ ಇದರೊಂದಿಗೆ ಆರಂಭಗೊಂಡಿದ್ದು, ಶುಭ ಶುಕ್ರವಾರ ಹಾಗೂ ಈಸ್ಟರ್ ಹಬ್ಬದವರೆಗೆ ವಿವಿಧ ಧಾರ್ಮಿಕ ಕಾರ್ಯಕ್ರಮಗಳು ನಡೆಯಲಿವೆ. ಧರ್ಮಗುರುಗಳು ಬಲಿಪೂಜೆ ನೆರವೇರಿಸಿ ಸಂದೇಶ ನೀಡಿದರು. ನೂರಾರು ಭಕ್ತರು ಪಾಲ್ಗೊಂಡಿದ್ದರು.	[862, 1137, 1084, 1251]
church-kicker: ಕ್ರೈಸ್ತ ಸಮುದಾಯದವರ ಪವಿತ್ರ ವಾರದ ಆಚರಣೆ	[862, 1048, 1149, 1070]
church-body-2: ಭದ್ರಾವತಿ: ಪಟ್ಟಣದ ವ್ಯಾಪ್ತಿಯ ಕ್ರೈಸ್ತ ದೇವಾಲಯಗಳಲ್ಲಿ ಗರಿಗಳ ಭಾನುವಾರವನ್ನು ಶ್ರದ್ಧಾಭಕ್ತಿಯಿಂದ ಆಚರಿಸಲಾಯಿತು. ಯೇಸುಕ್ರಿಸ್ತರು ಜೆರುಸಲೇಮ್ ನಗರವನ್ನು ಪ್ರವೇಶಿಸಿದ ದಿನದ ಸ್ಮರಣಾರ್ಥ ಭಕ್ತರು ತಾಳೆಗರಿಗಳನ್ನು ಹಿಡಿದು ಮೆರವಣಿಗೆ ನಡೆಸಿದರು. ಹೊಸಾನ್ನ ಗೀತೆಗಳನ್ನು ಹಾಡುತ್ತಾ ಸಾಗಿದ ಮೆರವಣಿಗೆ ದೇವಾಲಯ ತಲುಪಿದ ನಂತರ ವಿಶೇಷ ಪ್ರಾರ್ಥನೆ ನಡೆಯಿತು. ಕ್ರೈಸ್ತ ಸಮುದಾಯದವರ ಪವಿತ್ರ ವಾರದ ಆಚರಣೆ ಇದರೊಂದಿಗೆ ಆರಂಭಗೊಂಡಿದ್ದು, ಶುಭ ಶುಕ್ರವಾರ ಹಾಗೂ ಈಸ್ಟರ್ ಹಬ್ಬದವರೆಗೆ ವಿವಿಧ ಧಾರ್ಮಿಕ ಕಾರ್ಯಕ್ರಮಗಳು ನಡೆಯಲಿವೆ. ಧರ್ಮಗುರುಗಳು ಬಲಿಪೂಜೆ ನೆರವೇರಿಸಿ ಸಂದೇಶ ನೀಡಿದರು. ನೂರಾರು ಭಕ್ತರು ಪಾಲ್ಗೊಂಡಿದ್ದರು.	[1092, 1261, 1300, 1388]
tax-photo	[904, 1726, 1300, 1826]
church-headline: ದೇವಾಲಯ ಗರಿಗಳ ಭಾನುವಾರ	[862, 1083, 1241, 1127]
hand-icon: ☝	[50, 508, 82, 540]
lead-kicker: ಆರ್‌ಎಸ್‌ಎಸ್ ವಿಭಾಗ ಕಾರ್ಯವಾಹ ಗಿರೀಶ್ ಕಾರಂತ್	[296, 356, 672, 381]
divider	[286, 1392, 1300, 1393]
arecanut-city1: ಶಿವಮೊಗ್ಗ	[42, 386, 77, 399]
kiru-title: ಇಂದು ರಕ್ತದಾನ ಶಿಬಿರ	[70, 564, 192, 584]
strip-item[interactable]	[40, 302, 440, 344]
kiru-body: ಶಿವಮೊಗ್ಗ: ಡಾ.ಬಿ.ಆರ್. ಅಂಬೇಡ್ಕರ್ ಜಯಂತಿ ಅಂಗವಾಗಿ ವಿಕಾಸ ಟ್ರಸ್ಟ್ ವತಿಯಿಂದ ಏ.14 ರಂದು ಮಧ್ಯಾಹ್ನ ಬೃಹತ್ ರಕ್ತದಾನ ಶಿಬಿರ ಹಾಗೂ ಉಪನ್ಯಾಸ ಕಾರ್ಯಕ್ರಮ ಹಮ್ಮಿಕೊಳ್ಳಲಾಗಿದೆ. ಬೆಳಗ್ಗೆ 9 ರಿಂದ ಮಧ್ಯಾಹ್ನ 2 ಗಂಟೆವರೆಗೆ ರಕ್ತದಾನ ಶಿಬಿರ ನಡೆಯಲಿದ್ದು, ರಕ್ತದಾನಿಗಳು ರಕ್ತ ನೀಡಬಹುದಾಗಿದೆ. ಸಂಜೆ 6 ರಿಂದ ಡಾ.ಬಿ.ಆರ್. ಅಂಬೇಡ್ಕರ್ ಜೀವನ ಮತ್ತು ಸಾಧನೆಗಳ ಕುರಿತು ಉಪನ್ಯಾಸ ಕಾರ್ಯಕ್ರಮ ನಡೆಯಲಿದೆ.	[56, 589, 266, 664]
arecanut-row: ಸರಕು -59,240-90,096	[42, 410, 121, 419]
strip-label: ಧರ್ಮ, ಸಂಸ್ಕೃತಿ ಮರೆಯದಿರಿ	[854, 310, 1032, 332]
students-box	[42, 1408, 270, 1618]
